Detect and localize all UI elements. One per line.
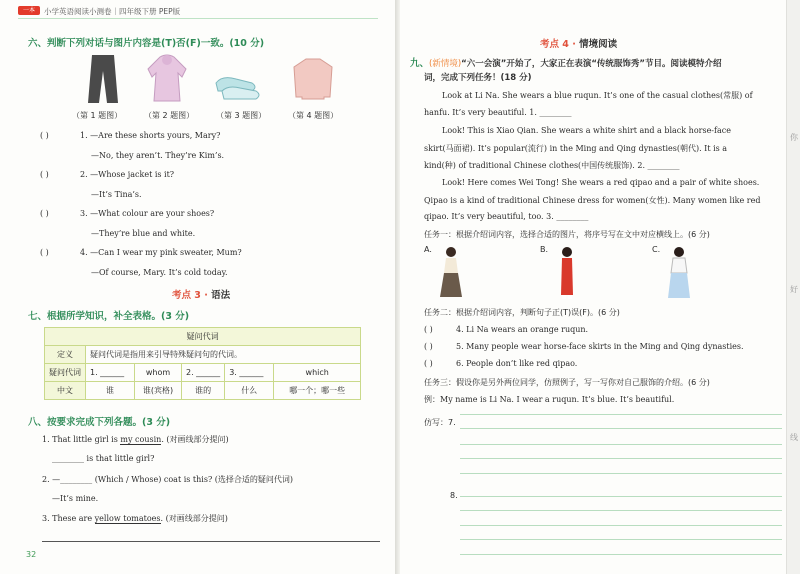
item-4-question: 4. —Can I wear my pink sweater, Mum? [80, 248, 242, 257]
p3-line1: Look! Here comes Wei Tong! She wears a red qipao and a pair of white shoes. [442, 178, 760, 187]
item-2-question: 2. —Whose jacket is it? [80, 170, 175, 179]
judge-item-4: 4. Li Na wears an orange ruqun. [456, 325, 589, 334]
task2-instruction: 任务二：根据介绍词内容，判断句子正(T)误(F)。(6 分) [424, 308, 620, 317]
p3-line2: Qipao is a kind of traditional Chinese dress for women(女性). Many women like red [424, 196, 761, 205]
judge-item-6: 6. People don’t like red qipao. [456, 359, 578, 368]
section7-title: 七、根据所学知识，补全表格。(3 分) [28, 311, 190, 322]
example-sentence: 例：My name is Li Na. I wear a ruqun. It’s blue. It’s beautiful. [424, 395, 675, 404]
page-edge-strip [786, 0, 800, 574]
option-c-label: C. [652, 245, 661, 254]
def-label: 定义 [45, 346, 86, 364]
caption-1: （第 1 题图） [72, 111, 123, 120]
q1-pre: 1. That little girl is [42, 435, 121, 444]
p1-line2: hanfu. It’s very beautiful. 1. ________ [424, 108, 572, 117]
writing-line[interactable] [460, 444, 782, 445]
header-divider [18, 18, 378, 19]
en-cell-1[interactable]: 1. ______ [86, 364, 135, 382]
writing-line[interactable] [460, 510, 782, 511]
q3-pre: 3. These are [42, 514, 95, 523]
section8-q1 [42, 434, 229, 445]
judge-bracket-4[interactable]: ( ) [424, 325, 433, 334]
edge-text-2: 好 [790, 285, 798, 294]
section8-q3 [42, 513, 228, 524]
cn-label: 中文 [45, 382, 86, 400]
writing-line[interactable] [460, 473, 782, 474]
table-title: 疑问代词 [45, 328, 361, 346]
new-situation-tag: (新情境) [429, 59, 462, 69]
writing-line[interactable] [460, 496, 782, 497]
answer-bracket-2[interactable]: ( ) [40, 170, 49, 179]
kaodian-4-name: 情境阅读 [579, 39, 618, 50]
option-a-label: A. [424, 245, 432, 254]
item-4-answer: —Of course, Mary. It’s cold today. [91, 268, 228, 277]
pronoun-table [44, 327, 361, 400]
kaodian-3-dot: · [204, 290, 208, 301]
answer-bracket-3[interactable]: ( ) [40, 209, 49, 218]
q3-answer-line[interactable] [42, 541, 380, 542]
kaodian-3-name: 语法 [211, 290, 231, 301]
item-1-answer: —No, they aren’t. They’re Kim’s. [91, 151, 225, 160]
item-1-question: 1. —Are these shorts yours, Mary? [80, 131, 221, 140]
imitate-7-label: 仿写：7. [424, 418, 456, 427]
caption-2: （第 2 题图） [144, 111, 195, 120]
kaodian-3-heading [172, 287, 230, 301]
edge-text-1: 你 [790, 133, 798, 142]
cn-cell-1: 谁 [86, 382, 135, 400]
writing-line[interactable] [460, 458, 782, 459]
kaodian-4-dot: · [572, 39, 576, 50]
item-3-answer: —They’re blue and white. [91, 229, 196, 238]
en-cell-3[interactable]: 2. ______ [182, 364, 225, 382]
caption-3: （第 3 题图） [216, 111, 267, 120]
writing-line[interactable] [460, 539, 782, 540]
p2-line1: Look! This is Xiao Qian. She wears a white shirt and a black horse-face [442, 126, 731, 135]
jacket-picture [142, 53, 192, 105]
section6-title: 六、判断下列对话与图片内容是(T)否(F)一致。(10 分) [28, 38, 265, 49]
imitate-8-label: 8. [450, 491, 458, 500]
en-cell-5: which [274, 364, 361, 382]
page-number: 32 [26, 550, 37, 559]
shoes-picture [212, 53, 262, 105]
def-text: 疑问代词是指用来引导特殊疑问句的代词。 [86, 346, 361, 364]
p2-line2: skirt(马面裙). It’s popular(流行) in the Ming and Qing dynasties(朝代). It is a [424, 144, 728, 153]
cn-cell-3: 谁的 [182, 382, 225, 400]
right-page [400, 0, 786, 574]
en-cell-4[interactable]: 3. ______ [225, 364, 274, 382]
answer-bracket-4[interactable]: ( ) [40, 248, 49, 257]
item-2-answer: —It’s Tina’s. [91, 190, 142, 199]
q1-post: . (对画线部分提问) [161, 435, 229, 444]
left-page [0, 0, 395, 574]
writing-line[interactable] [460, 428, 782, 429]
caption-4: （第 4 题图） [288, 111, 339, 120]
answer-bracket-1[interactable]: ( ) [40, 131, 49, 140]
p2-line3: kind(种) of traditional Chinese clothes(中国传统服饰). 2. ________ [424, 161, 680, 170]
cn-cell-4: 什么 [225, 382, 274, 400]
header-title: 小学英语阅读小测卷｜四年级下册 PEP版 [44, 7, 181, 16]
section8-title: 八、按要求完成下列各题。(3 分) [28, 417, 171, 428]
sweater-picture [288, 53, 338, 105]
judge-item-5: 5. Many people wear horse-face skirts in the Ming and Qing dynasties. [456, 342, 744, 351]
p1-line1: Look at Li Na. She wears a blue ruqun. It’s one of the casual clothes(常服) of [442, 91, 753, 100]
judge-bracket-5[interactable]: ( ) [424, 342, 433, 351]
section9-title-rest: “六一会演”开始了，大家正在表演“传统服饰秀”节目。阅读模特介绍 [461, 59, 722, 69]
writing-line[interactable] [460, 554, 782, 555]
writing-line[interactable] [460, 525, 782, 526]
header-logo: 一本 [18, 6, 40, 15]
q1-underlined: my cousin [120, 435, 162, 444]
writing-line[interactable] [460, 414, 782, 415]
option-b-label: B. [540, 245, 549, 254]
section9-title-line2: 词，完成下列任务！(18 分) [424, 73, 532, 83]
kaodian-4-heading [540, 36, 617, 50]
section8-q2[interactable]: 2. —________ (Which / Whose) coat is this? (选择合适的疑问代词) [42, 475, 294, 484]
en-label: 疑问代词 [45, 364, 86, 382]
edge-text-3: 线 [790, 433, 798, 442]
q1-answer-line[interactable]: ________ is that little girl? [52, 454, 155, 463]
section9-num: 九、 [410, 58, 430, 69]
kaodian-4-label: 考点 4 [540, 39, 569, 50]
q3-underlined: yellow tomatoes [94, 514, 161, 523]
section9-title [410, 55, 722, 69]
girl-in-blue-ruqun-picture[interactable] [436, 245, 466, 301]
task3-instruction: 任务三：假设你是另外两位同学，仿照例子，写一写你对自己服饰的介绍。(6 分) [424, 378, 710, 387]
cn-cell-5: 哪一个；哪一些 [274, 382, 361, 400]
q2-answer: —It’s mine. [52, 494, 99, 503]
trousers-picture [78, 53, 128, 105]
en-cell-2: whom [135, 364, 182, 382]
cn-cell-2: 谁(宾格) [135, 382, 182, 400]
kaodian-3-label: 考点 3 [172, 290, 201, 301]
girl-in-red-qipao-picture[interactable] [552, 245, 582, 301]
girl-in-horse-face-skirt-picture[interactable] [664, 245, 694, 301]
judge-bracket-6[interactable]: ( ) [424, 359, 433, 368]
task1-instruction: 任务一：根据介绍词内容，选择合适的图片，将序号写在文中对应横线上。(6 分) [424, 230, 710, 239]
q3-post: . (对画线部分提问) [160, 514, 228, 523]
p3-line3: qipao. It’s very beautiful, too. 3. ________ [424, 212, 589, 221]
item-3-question: 3. —What colour are your shoes? [80, 209, 215, 218]
